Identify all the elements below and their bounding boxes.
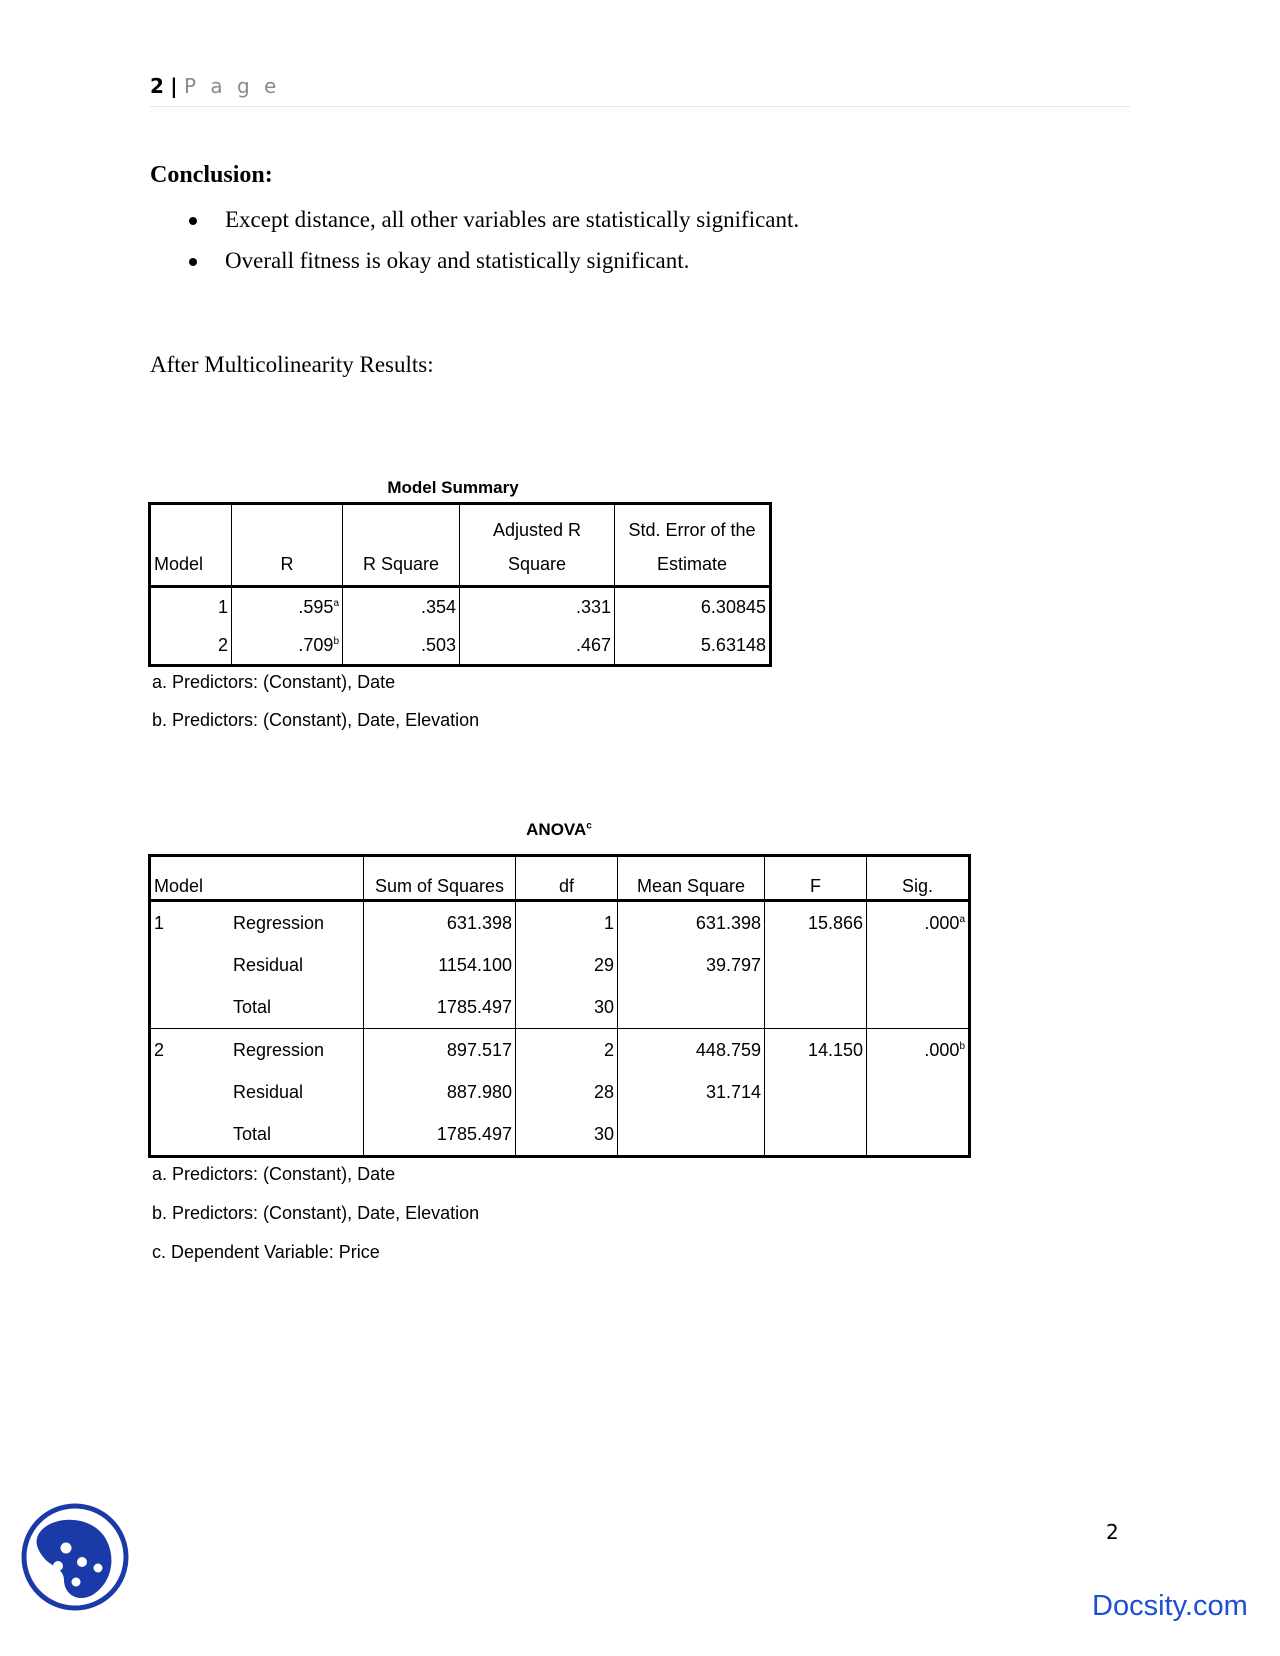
cell-r: .595$^a$ [232,587,343,627]
model-summary-footnote: a. Predictors: (Constant), Date [152,672,396,692]
cell-df: 2 [516,1029,618,1072]
cell-df: 29 [516,944,618,986]
header-page-number: 2 [150,74,164,98]
cell-adj-r-square: .331 [460,587,615,627]
table-row [150,1113,970,1157]
cell-mean-square: 631.398 [618,901,765,945]
anova-title: ANOVA$^c$ [526,820,592,839]
cell-source: Residual [227,944,364,986]
table-row [150,587,771,627]
bullet-text: Except distance, all other variables are statistically significant. [225,207,800,232]
cell-model [150,986,228,1029]
anova-footnote: a. Predictors: (Constant), Date [152,1164,396,1184]
bullet-dot-icon [189,258,197,266]
table-row [150,944,970,986]
header-separator: | [170,74,178,98]
docsity-logo-icon[interactable] [20,1502,130,1612]
cell-sum-of-squares: 897.517 [364,1029,516,1072]
cell-sig: .000$^b$ [867,1029,970,1072]
col-header-r-square: R Square [343,504,460,587]
section-title: After Multicolinearity Results: [150,352,434,377]
col-header-std-error [615,504,771,587]
cell-model: 2 [150,1029,228,1072]
cell-df: 28 [516,1071,618,1113]
bullet-item [150,205,799,246]
cell-mean-square: 31.714 [618,1071,765,1113]
cell-sum-of-squares: 631.398 [364,901,516,945]
cell-df: 30 [516,986,618,1029]
cell-sig [867,944,970,986]
table-row [150,901,970,945]
header-line: Std. Error of the [628,520,756,540]
cell-sum-of-squares: 1785.497 [364,1113,516,1157]
col-header-r: R [232,504,343,587]
cell-std-error: 6.30845 [615,587,771,627]
col-header-model: Model [150,856,364,901]
cell-sig [867,1071,970,1113]
table-row [150,1071,970,1113]
col-header-mean-square: Mean Square [618,856,765,901]
model-summary-footnote: b. Predictors: (Constant), Date, Elevation [152,710,480,730]
cell-sum-of-squares: 887.980 [364,1071,516,1113]
cell-model [150,944,228,986]
table-row [150,986,970,1029]
cell-source: Regression [227,1029,364,1072]
header-line: Estimate [656,554,728,574]
col-header-adjusted-r-square [460,504,615,587]
cell-sig [867,986,970,1029]
cell-sum-of-squares: 1154.100 [364,944,516,986]
col-header-sum-of-squares: Sum of Squares [364,856,516,901]
cell-mean-square [618,1113,765,1157]
cell-f [765,944,867,986]
cell-r-square: .503 [343,626,460,666]
anova-footnote: c. Dependent Variable: Price [152,1242,380,1262]
conclusion-title: Conclusion: [150,162,273,188]
page-header [150,74,1130,107]
cell-df: 1 [516,901,618,945]
cell-f [765,1071,867,1113]
cell-f: 14.150 [765,1029,867,1072]
cell-model: 1 [150,587,232,627]
anova-table [148,854,971,1158]
bullet-text: Overall fitness is okay and statistically significant. [225,248,690,273]
cell-f [765,986,867,1029]
cell-r-square: .354 [343,587,460,627]
col-header-model: Model [150,504,232,587]
docsity-brand-link[interactable]: Docsity.com [1092,1590,1248,1622]
cell-std-error: 5.63148 [615,626,771,666]
header-line: Square [507,554,567,574]
table-header-row [150,504,771,587]
page-number: 2 [1106,1520,1119,1544]
cell-f: 15.866 [765,901,867,945]
cell-mean-square: 448.759 [618,1029,765,1072]
cell-adj-r-square: .467 [460,626,615,666]
cell-model: 2 [150,626,232,666]
header-line: Adjusted R [492,520,582,540]
bullet-dot-icon [189,217,197,225]
bullet-item [150,246,799,287]
col-header-df: df [516,856,618,901]
cell-f [765,1113,867,1157]
col-header-sig: Sig. [867,856,970,901]
cell-mean-square: 39.797 [618,944,765,986]
col-header-f: F [765,856,867,901]
cell-r: .709$^b$ [232,626,343,666]
model-summary-table [148,502,772,667]
cell-source: Total [227,1113,364,1157]
cell-model [150,1113,228,1157]
table-row [150,1029,970,1072]
cell-df: 30 [516,1113,618,1157]
table-row [150,626,771,666]
cell-mean-square [618,986,765,1029]
cell-model: 1 [150,901,228,945]
cell-source: Regression [227,901,364,945]
cell-source: Total [227,986,364,1029]
cell-source: Residual [227,1071,364,1113]
model-summary-title: Model Summary [387,478,519,497]
cell-sum-of-squares: 1785.497 [364,986,516,1029]
cell-sig [867,1113,970,1157]
header-page-word: P a g e [183,74,281,98]
conclusion-bullets [150,205,799,287]
cell-model [150,1071,228,1113]
anova-footnote: b. Predictors: (Constant), Date, Elevation [152,1203,480,1223]
cell-sig: .000$^a$ [867,901,970,945]
table-header-row [150,856,970,901]
